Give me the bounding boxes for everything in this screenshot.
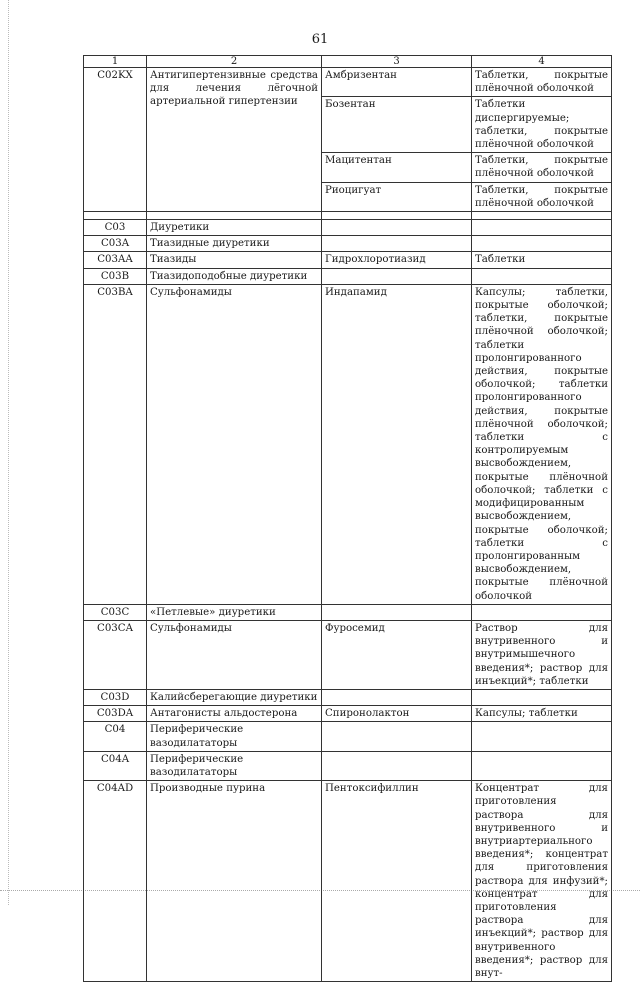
table-row — [84, 722, 612, 751]
group-name: Тиазидные диуретики — [147, 236, 322, 252]
drug-name: Пентоксифиллин — [322, 781, 472, 982]
atc-code: C04A — [84, 751, 147, 780]
drug-name — [322, 236, 472, 252]
drug-name — [322, 220, 472, 236]
table-row — [84, 268, 612, 284]
table-row — [84, 689, 612, 705]
table-row — [84, 252, 612, 268]
dosage-form — [472, 268, 612, 284]
atc-code: C02KX — [84, 68, 147, 212]
drug-name: Гидрохлоротиазид — [322, 252, 472, 268]
group-name: Сульфонамиды — [147, 620, 322, 689]
table-header-row — [84, 56, 612, 68]
atc-code: C04 — [84, 722, 147, 751]
column-header: 2 — [147, 56, 322, 68]
dosage-form: Таблетки — [472, 252, 612, 268]
atc-code: C03CA — [84, 620, 147, 689]
table-row — [84, 751, 612, 780]
atc-code: C03 — [84, 220, 147, 236]
dosage-form — [472, 689, 612, 705]
table-row — [84, 236, 612, 252]
dosage-form — [472, 722, 612, 751]
dosage-form: Концентрат для приготовления раствора для внутривенного и внутриартериального введения*; концентрат для приготовления раствора для инфузий*; концентрат для приготовления раствора для инъекций*; раствор для внутривенного введения*; раствор для внут- — [472, 781, 612, 982]
group-name: Периферические вазодилататоры — [147, 722, 322, 751]
group-name: Тиазидоподобные диуретики — [147, 268, 322, 284]
drug-name — [322, 751, 472, 780]
scan-edge-left — [8, 0, 9, 905]
group-name: Периферические вазодилататоры — [147, 751, 322, 780]
group-name: Антигипертензивные средства для лечения лёгочной артериальной гипертензии — [147, 68, 322, 212]
column-header: 1 — [84, 56, 147, 68]
dosage-form: Таблетки, покрытые плёночной оболочкой — [472, 182, 612, 211]
drug-name — [322, 268, 472, 284]
atc-code: C03C — [84, 604, 147, 620]
drug-name — [322, 722, 472, 751]
dosage-form: Капсулы; таблетки — [472, 706, 612, 722]
table-row — [84, 620, 612, 689]
page-number: 61 — [311, 32, 329, 47]
group-name: Тиазиды — [147, 252, 322, 268]
atc-code: C03AA — [84, 252, 147, 268]
atc-code: C04AD — [84, 781, 147, 982]
drug-table — [83, 55, 612, 982]
dosage-form — [472, 236, 612, 252]
atc-code: C03BA — [84, 284, 147, 604]
table-row — [84, 220, 612, 236]
column-header: 4 — [472, 56, 612, 68]
dosage-form: Таблетки диспергируемые; таблетки, покрытые плёночной оболочкой — [472, 97, 612, 153]
drug-name: Спиронолактон — [322, 706, 472, 722]
column-header: 3 — [322, 56, 472, 68]
table-row-spacer — [84, 212, 612, 220]
drug-name: Амбризентан — [322, 68, 472, 97]
drug-name — [322, 689, 472, 705]
dosage-form — [472, 220, 612, 236]
table-row — [84, 284, 612, 604]
group-name: Производные пурина — [147, 781, 322, 982]
group-name: «Петлевые» диуретики — [147, 604, 322, 620]
drug-name: Мацитентан — [322, 153, 472, 182]
drug-name: Риоцигуат — [322, 182, 472, 211]
table-row — [84, 68, 612, 97]
table-row — [84, 781, 612, 982]
group-name: Калийсберегающие диуретики — [147, 689, 322, 705]
atc-code: C03A — [84, 236, 147, 252]
group-name: Диуретики — [147, 220, 322, 236]
dosage-form: Таблетки, покрытые плёночной оболочкой — [472, 68, 612, 97]
dosage-form: Раствор для внутривенного и внутримышечного введения*; раствор для инъекций*; таблетки — [472, 620, 612, 689]
atc-code: C03DA — [84, 706, 147, 722]
dosage-form: Таблетки, покрытые плёночной оболочкой — [472, 153, 612, 182]
dosage-form: Капсулы; таблетки, покрытые оболочкой; таблетки, покрытые плёночной оболочкой; таблетки пролонгированного действия, покрытые оболочкой; таблетки пролонгированного действия, покрытые плёночной оболочкой; таблетки с контролируемым высвобождением, покрытые плёночной оболочкой; таблетки с модифицированным высвобождением, покрытые оболочкой; таблетки с пролонгированным высвобождением, покрытые плёночной оболочкой — [472, 284, 612, 604]
group-name: Сульфонамиды — [147, 284, 322, 604]
group-name: Антагонисты альдостерона — [147, 706, 322, 722]
drug-name: Бозентан — [322, 97, 472, 153]
table-row — [84, 706, 612, 722]
dosage-form — [472, 751, 612, 780]
drug-name — [322, 604, 472, 620]
dosage-form — [472, 604, 612, 620]
drug-name: Фуросемид — [322, 620, 472, 689]
atc-code: C03D — [84, 689, 147, 705]
drug-name: Индапамид — [322, 284, 472, 604]
atc-code: C03B — [84, 268, 147, 284]
table-row — [84, 604, 612, 620]
